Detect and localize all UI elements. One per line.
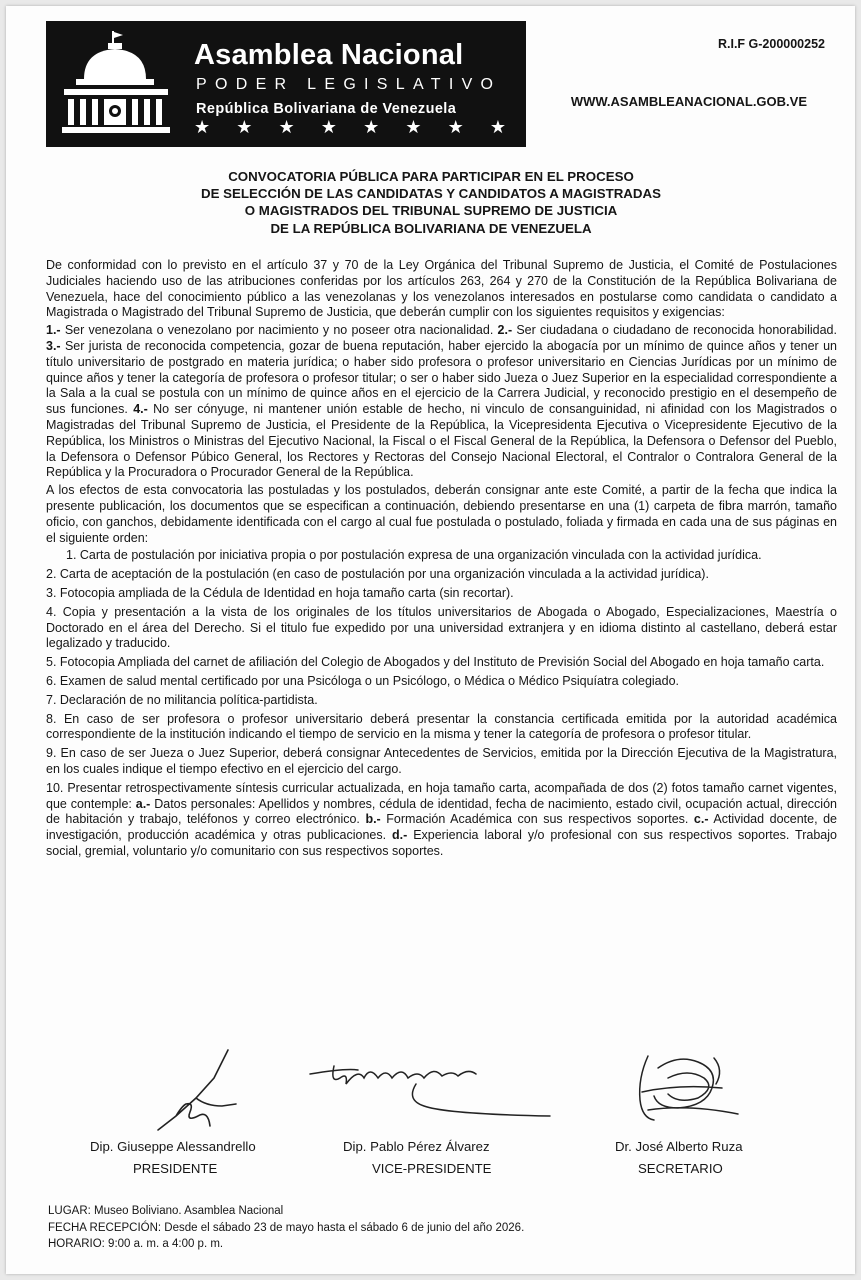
doc10-c-text: Actividad docente, de investigación, producción académica y otras publicaciones. bbox=[46, 812, 838, 843]
doc10-b-text: Formación Académica con sus respectivos soportes. bbox=[386, 812, 689, 827]
list-item: 6. Examen de salud mental certificado por una Psicóloga o un Psicólogo, o Médica o Médico Psiquíatra colegiado. bbox=[46, 673, 680, 688]
org-country: República Bolivariana de Venezuela bbox=[196, 101, 457, 117]
star-icon: ★ bbox=[320, 117, 337, 137]
requirement-text: Ser ciudadana o ciudadano de reconocida honorabilidad. bbox=[516, 323, 837, 338]
title-line: CONVOCATORIA PÚBLICA PARA PARTICIPAR EN EL PROCESO bbox=[228, 169, 634, 184]
signatory-name-secretary: Dr. José Alberto Ruza bbox=[615, 1139, 743, 1154]
footer-horario: HORARIO: 9:00 a. m. a 4:00 p. m. bbox=[48, 1238, 224, 1250]
doc10-d-label: d.- bbox=[392, 828, 408, 843]
list-item: 7. Declaración de no militancia política-partidista. bbox=[46, 692, 318, 707]
signatory-role-secretary: SECRETARIO bbox=[638, 1161, 723, 1176]
requirements-paragraph bbox=[46, 323, 837, 481]
title-line: O MAGISTRADOS DEL TRIBUNAL SUPREMO DE JUSTICIA bbox=[244, 203, 618, 219]
list-item: 2. Carta de aceptación de la postulación (en caso de postulación por una organización vinculada a la actividad jurídica). bbox=[46, 567, 709, 582]
star-icon: ★ bbox=[194, 117, 211, 137]
signatory-role-president: PRESIDENTE bbox=[133, 1161, 218, 1176]
list-item: 3. Fotocopia ampliada de la Cédula de Identidad en hoja tamaño carta (sin recortar). bbox=[46, 585, 514, 600]
star-icon: ★ bbox=[236, 117, 253, 137]
signatory-name-president: Dip. Giuseppe Alessandrello bbox=[90, 1139, 256, 1154]
requirement-number: 3.- bbox=[46, 338, 61, 353]
footer-lugar: LUGAR: Museo Boliviano. Asamblea Nacional bbox=[48, 1205, 284, 1217]
intro-paragraph: De conformidad con lo previsto en el artículo 37 y 70 de la Ley Orgánica del Tribunal Supremo de Justicia, el Comité de Postulaciones Judiciales haciendo uso de las atribuciones conferidas por los artículos 263, 264 y 270 de la Constitución de la República Bolivariana de Venezuela, hace del conocimiento público a las venezolanas y los venezolanos interesados en postularse como candidata o candidato a Magistrada o Magistrado del Tribunal Supremo de Justicia, que deberán cumplir con los siguientes requisitos y exigencias: bbox=[46, 258, 837, 320]
star-icon: ★ bbox=[278, 117, 295, 137]
doc10-d-text: Experiencia laboral y/o profesional con sus respectivos soportes. Trabajo social, gremial, voluntario y/o comunitario con sus respectivos soportes. bbox=[46, 828, 837, 858]
website-url: WWW.ASAMBLEANACIONAL.GOB.VE bbox=[570, 94, 807, 109]
signature-secretary bbox=[618, 1048, 748, 1128]
list-item: 5. Fotocopia Ampliada del carnet de afiliación del Colegio de Abogados y del Instituto de Previsión Social del Abogado en hoja tamaño carta. bbox=[46, 655, 825, 670]
star-icon: ★ bbox=[447, 117, 464, 137]
capitol-building-logo bbox=[60, 29, 172, 137]
signature-vice-president bbox=[306, 1044, 556, 1124]
org-branch: PODER LEGISLATIVO bbox=[196, 76, 502, 93]
doc10-c-label: c.- bbox=[693, 812, 709, 827]
star-icon: ★ bbox=[405, 117, 422, 137]
footer-fecha: FECHA RECEPCIÓN: Desde el sábado 23 de mayo hasta el sábado 6 de junio del año 2026. bbox=[48, 1221, 525, 1234]
list-item bbox=[46, 781, 837, 860]
title-line: DE LA REPÚBLICA BOLIVARIANA DE VENEZUELA bbox=[270, 220, 592, 236]
title-line: DE SELECCIÓN DE LAS CANDIDATAS Y CANDIDATOS A MAGISTRADAS bbox=[200, 186, 661, 202]
requirement-text: Ser jurista de reconocida competencia, gozar de buena reputación, haber ejercido la abogacía por un mínimo de quince años y tener un título universitario de postgrado en materia jurídica; o haber sido profesora o profesor universitario en Ciencias Jurídicas por un mínimo de quince años y tener la categoría de profesora o profesor titular; o ser o haber sido Jueza o Juez Superior en la especialidad correspondiente a la Sala a la cual se postula con un mínimo de quince años en el ejercicio de la Carrera Judicial, y reconocido prestigio en el desempeño de sus funciones. bbox=[46, 338, 837, 417]
list-item: 4. Copia y presentación a la vista de los originales de los títulos universitarios de Abogada o Abogado, Especializaciones, Maestría o Doctorado en el área del Derecho. Si el titulo fue expedido por una universidad extranjera y en idioma distinto al castellano, deberá estar legalizado y traducido. bbox=[46, 604, 837, 651]
doc10-a-label: a.- bbox=[135, 796, 151, 811]
list-item: 9. En caso de ser Jueza o Juez Superior, deberá consignar Antecedentes de Servicios, emitida por la Dirección Ejecutiva de la Magistratura, en los cuales indique el tiempo efectivo en el ejercicio del cargo. bbox=[46, 746, 837, 776]
star-row bbox=[194, 117, 506, 138]
requirement-number: 4.- bbox=[133, 402, 148, 417]
doc10-b-label: b.- bbox=[365, 812, 381, 827]
documents-list bbox=[46, 548, 837, 859]
requirement-text: No ser cónyuge, ni mantener unión estable de hecho, ni vinculo de consanguinidad, ni afinidad con los Magistrados o Magistradas del Tribunal Supremo de Justicia, el Presidente de la República, la Vicepresidenta Ejecutiva o Vicepresidente Ejecutivo de la República, los Ministros o Ministras del Ejecutivo Nacional, la Fiscal o el Fiscal General de la República, la Defensora o Defensor del Pueblo, la Defensora o Defensor Púbico General, los Rectores y Rectoras del Consejo Nacional Electoral, el Contralor o Contralora General de la República y la Procuradora o Procurador General de la República. bbox=[46, 402, 837, 480]
star-icon: ★ bbox=[489, 117, 506, 137]
footer-info bbox=[48, 1203, 524, 1253]
doc10-lead: 10. Presentar retrospectivamente síntesis curricular actualizada, en hoja tamaño carta, acompañada de dos (2) fotos tamaño carnet vigentes, que contemple: bbox=[46, 780, 837, 811]
list-item: 8. En caso de ser profesora o profesor universitario deberá presentar la constancia certificada emitida por la autoridad académica correspondiente de la institución indicando el tiempo de servicio en la misma y tener la categoría de profesora o profesor titular. bbox=[46, 711, 837, 742]
requirement-text: Ser venezolana o venezolano por nacimiento y no poseer otra nacionalidad. bbox=[64, 323, 494, 338]
documents-intro-paragraph: A los efectos de esta convocatoria las postuladas y los postulados, deberán consignar ante este Comité, a partir de la fecha que indica la presente publicación, los documentos que se especifican a continuación, debiendo presentarse en una (1) carpeta de fibra marrón, tamaño oficio, con ganchos, debidamente identificada con el cargo al cual fue postulada o postulado, foliada y firmada en cada una de sus páginas en el siguiente orden: bbox=[46, 483, 837, 545]
document-page bbox=[6, 6, 855, 1274]
list-item: 1. Carta de postulación por iniciativa propia o por postulación expresa de una organización vinculada con la actividad jurídica. bbox=[66, 548, 762, 563]
signatory-name-vice-president: Dip. Pablo Pérez Álvarez bbox=[343, 1139, 490, 1154]
signature-president bbox=[136, 1046, 256, 1136]
signatory-role-vice-president: VICE-PRESIDENTE bbox=[372, 1161, 492, 1176]
letterhead-banner bbox=[46, 21, 526, 147]
requirement-number: 2.- bbox=[497, 323, 513, 338]
document-body bbox=[46, 258, 837, 863]
requirement-number: 1.- bbox=[46, 323, 61, 338]
doc10-a-text: Datos personales: Apellidos y nombres, cédula de identidad, fecha de nacimiento, estado civil, ocupación actual, dirección de habitación y trabajo, teléfonos y correo electrónico. bbox=[46, 796, 837, 827]
document-title bbox=[46, 168, 816, 237]
org-name: Asamblea Nacional bbox=[194, 39, 464, 71]
star-icon: ★ bbox=[363, 117, 380, 137]
rif-number: R.I.F G-200000252 bbox=[717, 37, 825, 51]
